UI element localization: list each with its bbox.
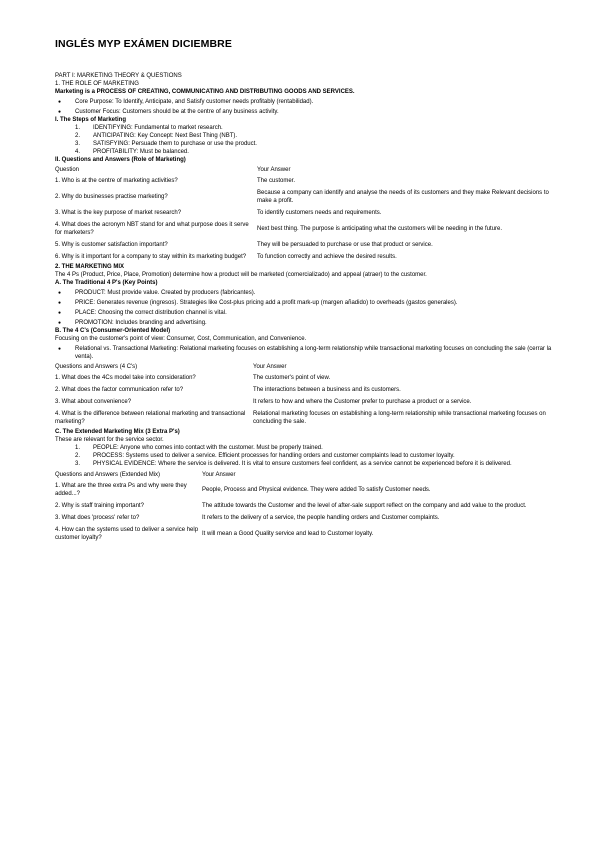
column-header: Question — [55, 167, 80, 173]
table-row: 3. What is the key purpose of market research? To identify customers needs and requirements. — [55, 210, 382, 216]
extended-mix-intro: These are relevant for the service sector. — [55, 437, 164, 443]
bullet-item: ● Core Purpose: To Identify, Anticipate, and Satisfy customer needs profitably (rentabilidad). — [55, 98, 555, 106]
column-header: Your Answer — [257, 167, 291, 173]
column-header: Your Answer — [253, 364, 287, 370]
table-row: 2. What does the factor communication refer to? The interactions between a business and its customers. — [55, 387, 401, 393]
four-ps-heading: A. The Traditional 4 P's (Key Points) — [55, 280, 158, 286]
bullet-item: ● PROMOTION: Includes branding and advertising. — [55, 319, 555, 327]
extended-mix-heading: C. The Extended Marketing Mix (3 Extra P's) — [55, 429, 180, 435]
document-title: INGLÉS MYP EXÁMEN DICIEMBRE — [55, 38, 232, 50]
table-row: 3. What about convenience? It refers to how and where the Customer prefer to purchase a product or a service. — [55, 399, 472, 405]
bullet-item: ● Relational vs. Transactional Marketing: Relational marketing focuses on establishing a long-term relationship while transactional marketing focuses on concluding the sale (cerrar la venta). — [55, 345, 555, 361]
step-item: 4. PROFITABILITY: Must be balanced. — [75, 149, 189, 155]
step-item: 2. ANTICIPATING: Key Concept: Next Best Thing (NBT). — [75, 133, 238, 139]
bullet-item: ● Customer Focus: Customers should be at the centre of any business activity. — [55, 108, 555, 116]
four-cs-intro: Focusing on the customer's point of view: Consumer, Cost, Communication, and Convenience. — [55, 336, 307, 342]
steps-heading: I. The Steps of Marketing — [55, 117, 127, 123]
qa-table-role — [55, 166, 555, 263]
table-row: 4. What does the acronym NBT stand for and what purpose does it serve for marketers? Next best thing. The purpose is anticipating what the customers will be needing in the future. — [55, 222, 503, 236]
table-row: 1. What does the 4Cs model take into consideration? The customer's point of view. — [55, 375, 331, 381]
table-row: 6. Why is it important for a company to stay within its marketing budget? To function correctly and achieve the desired results. — [55, 254, 397, 260]
extended-item: 2. PROCESS: Systems used to deliver a service. Efficient processes for handling orders and customer complaints lead to customer loyalty. — [75, 453, 455, 459]
section-heading-mix: 2. THE MARKETING MIX — [55, 264, 125, 270]
extended-item: 3. PHYSICAL EVIDENCE: Where the service is delivered. It is vital to ensure customers feel confident, as a service cannot be experienced before it is delivered. — [75, 461, 512, 467]
step-item: 3. SATISFYING: Persuade them to purchase or use the product. — [75, 141, 257, 147]
column-header: Questions and Answers (Extended Mix) — [55, 472, 161, 478]
document-page — [55, 38, 555, 544]
four-cs-heading: B. The 4 C's (Consumer-Oriented Model) — [55, 328, 171, 334]
section-heading-role: 1. THE ROLE OF MARKETING — [55, 81, 139, 87]
bullet-item: ● PRODUCT: Must provide value. Created by producers (fabricantes). — [55, 289, 555, 297]
bullet-item: ● PRICE: Generates revenue (ingresos). Strategies like Cost-plus pricing add a profit mark-up (margen añadido) to overheads (gastos generales). — [55, 299, 555, 307]
bullet-item: ● PLACE: Choosing the correct distribution channel is vital. — [55, 309, 555, 317]
table-row: 2. Why is staff training important? The attitude towards the Customer and the level of after-sale support reflect on the company and add value to the product. — [55, 503, 527, 509]
table-row: 4. How can the systems used to deliver a service help customer loyalty? It will mean a Good Quality service and lead to Customer loyalty. — [55, 527, 374, 541]
qa-heading-role: II. Questions and Answers (Role of Marketing) — [55, 157, 186, 163]
qa-table-extended — [55, 471, 555, 544]
step-item: 1. IDENTIFYING: Fundamental to market research. — [75, 125, 223, 131]
table-row: 1. Who is at the centre of marketing activities? The customer. — [55, 178, 296, 184]
table-row: 2. Why do businesses practise marketing? Because a company can identify and analyse the needs of its customers and they make Relevant decisions to make a profit. — [55, 190, 549, 204]
column-header: Your Answer — [202, 472, 236, 478]
table-row: 4. What is the difference between relational marketing and transactional marketing? Relational marketing focuses on establishing a long-term relationship while transactional marketing focuses on concluding the sale. — [55, 411, 546, 425]
table-row: 5. Why is customer satisfaction important? They will be persuaded to purchase or use that product or service. — [55, 242, 433, 248]
extended-item: 1. PEOPLE: Anyone who comes into contact with the customer. Must be properly trained. — [75, 445, 323, 451]
table-row: 1. What are the three extra Ps and why were they added...? People, Process and Physical evidence. They were added To satisfy Customer needs. — [55, 483, 431, 497]
table-row: 3. What does 'process' refer to? It refers to the delivery of a service, the people handling orders and Customer complaints. — [55, 515, 440, 521]
part-heading: PART I: MARKETING THEORY & QUESTIONS — [55, 73, 182, 79]
column-header: Questions and Answers (4 C's) — [55, 364, 138, 370]
mix-intro: The 4 Ps (Product, Price, Place, Promotion) determine how a product will be marketed (comercializado) and appeal (atraer) to the customer. — [55, 272, 427, 278]
marketing-definition: Marketing is a PROCESS OF CREATING, COMMUNICATING AND DISTRIBUTING GOODS AND SERVICES. — [55, 89, 355, 95]
qa-table-4cs — [55, 363, 555, 428]
